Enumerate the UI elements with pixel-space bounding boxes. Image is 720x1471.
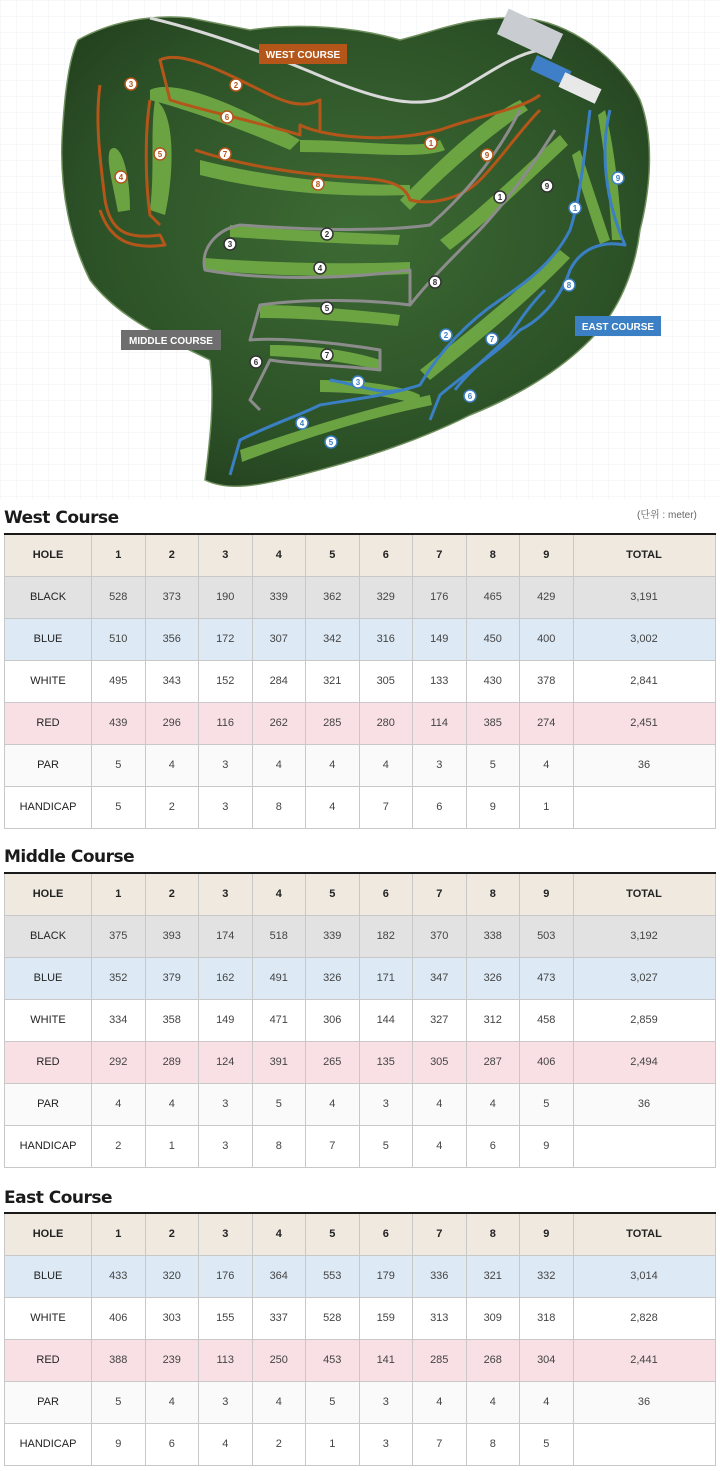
tee-row-par (5, 1083, 716, 1125)
east-course-table (4, 1212, 716, 1466)
hole-value: 304 (520, 1339, 574, 1381)
hole-value: 3 (199, 744, 253, 786)
hole-value: 4 (413, 1125, 467, 1167)
hole-value: 176 (413, 576, 467, 618)
header-hole-number: 3 (199, 1213, 253, 1255)
hole-value: 334 (92, 999, 146, 1041)
tee-row-red (5, 702, 716, 744)
hole-value: 113 (199, 1339, 253, 1381)
hole-value: 159 (359, 1297, 413, 1339)
header-hole-number: 1 (92, 873, 146, 915)
hole-value: 3 (199, 1381, 253, 1423)
hole-value: 4 (145, 1381, 199, 1423)
svg-text:6: 6 (467, 392, 473, 401)
hole-value: 179 (359, 1255, 413, 1297)
row-label: HANDICAP (5, 1423, 92, 1465)
tee-row-red (5, 1339, 716, 1381)
hole-value: 182 (359, 915, 413, 957)
hole-value: 3 (359, 1083, 413, 1125)
row-label: HANDICAP (5, 786, 92, 828)
hole-value: 4 (413, 1083, 467, 1125)
hole-value: 339 (252, 576, 306, 618)
hole-value: 9 (466, 786, 520, 828)
row-total: 2,828 (573, 1297, 715, 1339)
row-label: RED (5, 702, 92, 744)
hole-value: 553 (306, 1255, 360, 1297)
tee-row-black (5, 576, 716, 618)
hole-value: 373 (145, 576, 199, 618)
hole-value: 347 (413, 957, 467, 999)
row-label: RED (5, 1041, 92, 1083)
hole-value: 3 (199, 1083, 253, 1125)
svg-text:1: 1 (428, 139, 434, 148)
svg-text:6: 6 (253, 358, 259, 367)
svg-text:9: 9 (484, 151, 490, 160)
svg-text:1: 1 (497, 193, 503, 202)
hole-value: 162 (199, 957, 253, 999)
tee-row-blue (5, 618, 716, 660)
header-hole-number: 8 (466, 534, 520, 576)
hole-value: 1 (520, 786, 574, 828)
hole-value: 305 (359, 660, 413, 702)
hole-value: 326 (466, 957, 520, 999)
hole-value: 4 (145, 744, 199, 786)
svg-text:2: 2 (233, 81, 239, 90)
svg-text:4: 4 (317, 264, 323, 273)
row-label: WHITE (5, 660, 92, 702)
svg-text:4: 4 (299, 419, 305, 428)
middle-course-table (4, 872, 716, 1168)
hole-value: 152 (199, 660, 253, 702)
hole-value: 292 (92, 1041, 146, 1083)
hole-value: 3 (199, 1125, 253, 1167)
hole-value: 321 (306, 660, 360, 702)
hole-value: 309 (466, 1297, 520, 1339)
hole-value: 5 (306, 1381, 360, 1423)
hole-value: 4 (520, 1381, 574, 1423)
hole-value: 320 (145, 1255, 199, 1297)
hole-value: 518 (252, 915, 306, 957)
hole-value: 268 (466, 1339, 520, 1381)
east-course-title: East Course (4, 1188, 113, 1208)
hole-value: 1 (145, 1125, 199, 1167)
hole-value: 491 (252, 957, 306, 999)
row-total: 2,451 (573, 702, 715, 744)
hole-value: 4 (466, 1083, 520, 1125)
hole-value: 342 (306, 618, 360, 660)
hole-value: 4 (520, 744, 574, 786)
hole-value: 9 (92, 1423, 146, 1465)
header-hole-number: 7 (413, 534, 467, 576)
hole-value: 8 (466, 1423, 520, 1465)
hole-value: 284 (252, 660, 306, 702)
hole-value: 343 (145, 660, 199, 702)
row-total: 36 (573, 744, 715, 786)
hole-value: 8 (252, 1125, 306, 1167)
tee-row-blue (5, 957, 716, 999)
hole-value: 4 (145, 1083, 199, 1125)
hole-value: 8 (252, 786, 306, 828)
row-total: 3,002 (573, 618, 715, 660)
svg-text:6: 6 (224, 113, 230, 122)
row-label: WHITE (5, 1297, 92, 1339)
svg-text:WEST COURSE: WEST COURSE (265, 50, 341, 61)
row-label: BLACK (5, 576, 92, 618)
header-hole-number: 4 (252, 873, 306, 915)
hole-value: 2 (145, 786, 199, 828)
tee-row-handicap (5, 1423, 716, 1465)
hole-value: 285 (306, 702, 360, 744)
svg-text:5: 5 (324, 304, 330, 313)
hole-value: 5 (92, 786, 146, 828)
row-total: 3,192 (573, 915, 715, 957)
hole-value: 250 (252, 1339, 306, 1381)
hole-value: 329 (359, 576, 413, 618)
hole-value: 280 (359, 702, 413, 744)
table-header-row (5, 873, 716, 915)
header-total: TOTAL (573, 873, 715, 915)
course-map (0, 0, 720, 500)
tee-row-white (5, 1297, 716, 1339)
header-hole-number: 7 (413, 1213, 467, 1255)
hole-value: 6 (413, 786, 467, 828)
hole-value: 473 (520, 957, 574, 999)
hole-value: 114 (413, 702, 467, 744)
hole-value: 4 (466, 1381, 520, 1423)
hole-value: 4 (413, 1381, 467, 1423)
hole-value: 174 (199, 915, 253, 957)
svg-text:8: 8 (566, 281, 572, 290)
hole-value: 379 (145, 957, 199, 999)
hole-value: 289 (145, 1041, 199, 1083)
hole-value: 5 (520, 1423, 574, 1465)
header-hole-label: HOLE (5, 534, 92, 576)
hole-value: 3 (359, 1423, 413, 1465)
svg-text:2: 2 (324, 230, 330, 239)
course-map-illustration (0, 0, 720, 500)
hole-value: 5 (92, 1381, 146, 1423)
hole-value: 370 (413, 915, 467, 957)
hole-value: 312 (466, 999, 520, 1041)
header-hole-label: HOLE (5, 873, 92, 915)
header-total: TOTAL (573, 534, 715, 576)
header-hole-number: 4 (252, 1213, 306, 1255)
header-hole-number: 5 (306, 873, 360, 915)
tee-row-par (5, 744, 716, 786)
hole-value: 338 (466, 915, 520, 957)
hole-value: 362 (306, 576, 360, 618)
hole-value: 144 (359, 999, 413, 1041)
hole-value: 528 (306, 1297, 360, 1339)
row-total: 2,859 (573, 999, 715, 1041)
header-hole-number: 9 (520, 534, 574, 576)
hole-value: 176 (199, 1255, 253, 1297)
tee-row-par (5, 1381, 716, 1423)
svg-text:7: 7 (324, 351, 330, 360)
row-label: BLUE (5, 1255, 92, 1297)
hole-value: 305 (413, 1041, 467, 1083)
hole-value: 4 (306, 786, 360, 828)
hole-value: 6 (145, 1423, 199, 1465)
header-hole-number: 9 (520, 873, 574, 915)
hole-value: 4 (92, 1083, 146, 1125)
header-hole-number: 1 (92, 1213, 146, 1255)
hole-value: 4 (306, 1083, 360, 1125)
unit-note: (단위 : meter) (637, 510, 697, 521)
tee-row-blue (5, 1255, 716, 1297)
hole-value: 326 (306, 957, 360, 999)
hole-value: 296 (145, 702, 199, 744)
hole-value: 495 (92, 660, 146, 702)
hole-value: 313 (413, 1297, 467, 1339)
table-header-row (5, 1213, 716, 1255)
east-course-tag (575, 316, 661, 336)
hole-value: 4 (252, 744, 306, 786)
hole-value: 510 (92, 618, 146, 660)
hole-value: 5 (252, 1083, 306, 1125)
header-hole-number: 3 (199, 534, 253, 576)
hole-value: 400 (520, 618, 574, 660)
hole-value: 306 (306, 999, 360, 1041)
hole-value: 385 (466, 702, 520, 744)
row-total: 3,191 (573, 576, 715, 618)
hole-value: 7 (413, 1423, 467, 1465)
svg-text:8: 8 (432, 278, 438, 287)
hole-value: 5 (359, 1125, 413, 1167)
hole-value: 2 (92, 1125, 146, 1167)
row-label: RED (5, 1339, 92, 1381)
hole-value: 265 (306, 1041, 360, 1083)
hole-value: 327 (413, 999, 467, 1041)
hole-value: 133 (413, 660, 467, 702)
row-total: 2,494 (573, 1041, 715, 1083)
hole-value: 5 (92, 744, 146, 786)
hole-value: 6 (466, 1125, 520, 1167)
header-hole-number: 4 (252, 534, 306, 576)
row-label: HANDICAP (5, 1125, 92, 1167)
header-hole-number: 2 (145, 534, 199, 576)
hole-value: 337 (252, 1297, 306, 1339)
header-hole-number: 9 (520, 1213, 574, 1255)
hole-value: 239 (145, 1339, 199, 1381)
hole-value: 1 (306, 1423, 360, 1465)
hole-value: 274 (520, 702, 574, 744)
hole-value: 7 (359, 786, 413, 828)
tee-row-red (5, 1041, 716, 1083)
hole-value: 450 (466, 618, 520, 660)
header-hole-number: 3 (199, 873, 253, 915)
svg-text:5: 5 (157, 150, 163, 159)
row-total: 36 (573, 1381, 715, 1423)
hole-value: 149 (199, 999, 253, 1041)
svg-text:4: 4 (118, 173, 124, 182)
hole-value: 4 (359, 744, 413, 786)
header-hole-number: 6 (359, 1213, 413, 1255)
hole-value: 190 (199, 576, 253, 618)
hole-value: 3 (199, 786, 253, 828)
hole-value: 406 (520, 1041, 574, 1083)
svg-text:3: 3 (355, 378, 361, 387)
west-course-table (4, 533, 716, 829)
header-hole-number: 2 (145, 1213, 199, 1255)
hole-value: 171 (359, 957, 413, 999)
table-header-row (5, 534, 716, 576)
svg-text:1: 1 (572, 204, 578, 213)
west-course-tag (259, 44, 347, 64)
header-hole-number: 7 (413, 873, 467, 915)
header-hole-number: 2 (145, 873, 199, 915)
hole-value: 375 (92, 915, 146, 957)
hole-value: 465 (466, 576, 520, 618)
hole-value: 429 (520, 576, 574, 618)
hole-value: 336 (413, 1255, 467, 1297)
hole-value: 287 (466, 1041, 520, 1083)
header-hole-number: 1 (92, 534, 146, 576)
row-total: 2,841 (573, 660, 715, 702)
hole-value: 135 (359, 1041, 413, 1083)
hole-value: 503 (520, 915, 574, 957)
hole-value: 3 (413, 744, 467, 786)
svg-text:5: 5 (328, 438, 334, 447)
hole-value: 321 (466, 1255, 520, 1297)
hole-value: 7 (306, 1125, 360, 1167)
hole-value: 430 (466, 660, 520, 702)
tee-row-black (5, 915, 716, 957)
tee-row-handicap (5, 786, 716, 828)
hole-value: 149 (413, 618, 467, 660)
svg-text:3: 3 (227, 240, 233, 249)
hole-value: 528 (92, 576, 146, 618)
row-label: PAR (5, 1381, 92, 1423)
hole-value: 155 (199, 1297, 253, 1339)
row-label: PAR (5, 1083, 92, 1125)
svg-text:2: 2 (443, 331, 449, 340)
hole-value: 116 (199, 702, 253, 744)
hole-value: 285 (413, 1339, 467, 1381)
svg-text:7: 7 (222, 150, 228, 159)
hole-value: 316 (359, 618, 413, 660)
row-total (573, 1125, 715, 1167)
header-hole-number: 6 (359, 534, 413, 576)
hole-value: 5 (520, 1083, 574, 1125)
hole-value: 471 (252, 999, 306, 1041)
hole-value: 332 (520, 1255, 574, 1297)
middle-course-tag (121, 330, 221, 350)
hole-value: 393 (145, 915, 199, 957)
svg-text:MIDDLE COURSE: MIDDLE COURSE (129, 336, 213, 347)
hole-value: 339 (306, 915, 360, 957)
row-total: 36 (573, 1083, 715, 1125)
hole-value: 172 (199, 618, 253, 660)
hole-value: 356 (145, 618, 199, 660)
svg-text:8: 8 (315, 180, 321, 189)
hole-value: 318 (520, 1297, 574, 1339)
row-total: 2,441 (573, 1339, 715, 1381)
hole-value: 307 (252, 618, 306, 660)
hole-value: 364 (252, 1255, 306, 1297)
hole-value: 358 (145, 999, 199, 1041)
header-hole-number: 5 (306, 1213, 360, 1255)
row-total: 3,027 (573, 957, 715, 999)
hole-value: 4 (199, 1423, 253, 1465)
header-hole-label: HOLE (5, 1213, 92, 1255)
header-hole-number: 6 (359, 873, 413, 915)
row-total (573, 1423, 715, 1465)
row-label: BLACK (5, 915, 92, 957)
hole-value: 388 (92, 1339, 146, 1381)
hole-value: 3 (359, 1381, 413, 1423)
hole-value: 262 (252, 702, 306, 744)
middle-course-title: Middle Course (4, 847, 135, 867)
svg-text:9: 9 (615, 174, 621, 183)
hole-value: 406 (92, 1297, 146, 1339)
hole-value: 2 (252, 1423, 306, 1465)
tee-row-handicap (5, 1125, 716, 1167)
header-total: TOTAL (573, 1213, 715, 1255)
hole-value: 391 (252, 1041, 306, 1083)
hole-value: 433 (92, 1255, 146, 1297)
hole-value: 4 (252, 1381, 306, 1423)
hole-value: 9 (520, 1125, 574, 1167)
row-label: WHITE (5, 999, 92, 1041)
hole-value: 439 (92, 702, 146, 744)
svg-text:9: 9 (544, 182, 550, 191)
row-total: 3,014 (573, 1255, 715, 1297)
row-label: BLUE (5, 618, 92, 660)
hole-value: 124 (199, 1041, 253, 1083)
hole-value: 303 (145, 1297, 199, 1339)
svg-text:3: 3 (128, 80, 134, 89)
hole-value: 352 (92, 957, 146, 999)
row-label: PAR (5, 744, 92, 786)
svg-text:EAST COURSE: EAST COURSE (581, 322, 655, 333)
row-label: BLUE (5, 957, 92, 999)
hole-value: 5 (466, 744, 520, 786)
hole-value: 453 (306, 1339, 360, 1381)
header-hole-number: 5 (306, 534, 360, 576)
hole-value: 378 (520, 660, 574, 702)
svg-text:7: 7 (489, 335, 495, 344)
row-total (573, 786, 715, 828)
west-course-title: West Course (4, 508, 119, 528)
hole-value: 141 (359, 1339, 413, 1381)
hole-value: 458 (520, 999, 574, 1041)
header-hole-number: 8 (466, 873, 520, 915)
header-hole-number: 8 (466, 1213, 520, 1255)
hole-value: 4 (306, 744, 360, 786)
tee-row-white (5, 999, 716, 1041)
tee-row-white (5, 660, 716, 702)
